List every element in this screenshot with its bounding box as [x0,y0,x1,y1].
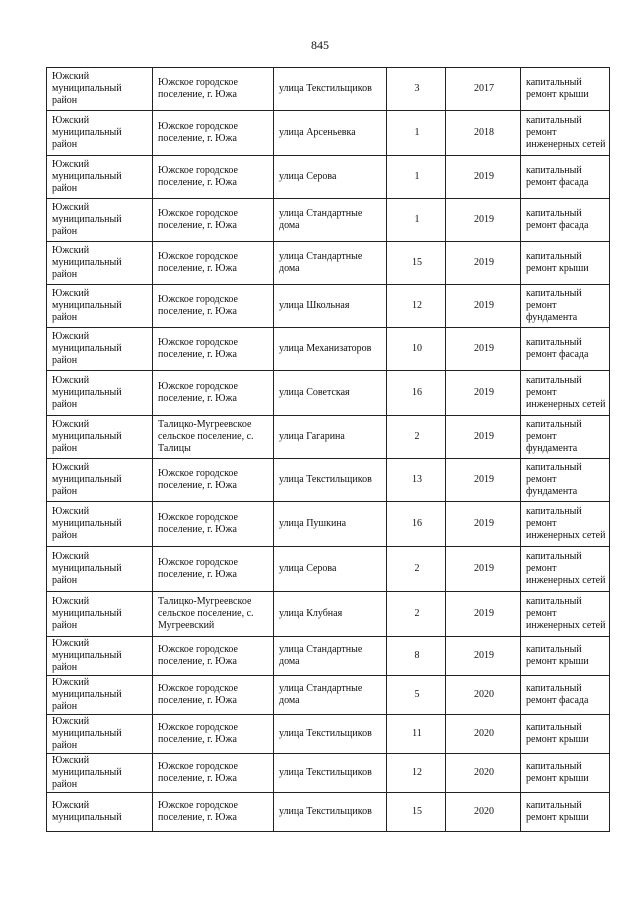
table-row [47,111,610,156]
work-type-cell: капитальный ремонт крыши [521,637,610,676]
house-number-cell: 11 [387,715,446,754]
district-cell: Южский муниципальный район [47,371,153,416]
year-cell: 2019 [446,592,521,637]
table-row [47,371,610,416]
settlement-cell: Южское городское поселение, г. Южа [153,111,274,156]
district-cell: Южский муниципальный район [47,242,153,285]
street-cell: улица Стандартные дома [274,242,387,285]
work-type-cell: капитальный ремонт крыши [521,68,610,111]
year-cell: 2018 [446,111,521,156]
district-cell: Южский муниципальный район [47,547,153,592]
year-cell: 2019 [446,242,521,285]
year-cell: 2019 [446,637,521,676]
table-row [47,793,610,832]
settlement-cell: Южское городское поселение, г. Южа [153,793,274,832]
house-number-cell: 5 [387,676,446,715]
district-cell: Южский муниципальный район [47,199,153,242]
house-number-cell: 15 [387,793,446,832]
page-number: 845 [311,38,329,52]
table-row [47,199,610,242]
district-cell: Южский муниципальный район [47,715,153,754]
district-cell: Южский муниципальный район [47,111,153,156]
settlement-cell: Южское городское поселение, г. Южа [153,754,274,793]
work-type-cell: капитальный ремонт фасада [521,676,610,715]
settlement-cell: Южское городское поселение, г. Южа [153,285,274,328]
work-type-cell: капитальный ремонт фасада [521,156,610,199]
settlement-cell: Талицко-Мугреевское сельское поселение, с. Мугреевский [153,592,274,637]
table-row [47,592,610,637]
house-number-cell: 15 [387,242,446,285]
settlement-cell: Талицко-Мугреевское сельское поселение, с. Талицы [153,416,274,459]
house-number-cell: 1 [387,156,446,199]
table-row [47,416,610,459]
settlement-cell: Южское городское поселение, г. Южа [153,502,274,547]
house-number-cell: 2 [387,416,446,459]
house-number-cell: 16 [387,502,446,547]
district-cell: Южский муниципальный район [47,754,153,793]
work-type-cell: капитальный ремонт крыши [521,754,610,793]
street-cell: улица Советская [274,371,387,416]
settlement-cell: Южское городское поселение, г. Южа [153,199,274,242]
district-cell: Южский муниципальный район [47,285,153,328]
settlement-cell: Южское городское поселение, г. Южа [153,676,274,715]
year-cell: 2020 [446,793,521,832]
year-cell: 2019 [446,547,521,592]
street-cell: улица Школьная [274,285,387,328]
street-cell: улица Текстильщиков [274,754,387,793]
table-row [47,676,610,715]
street-cell: улица Арсеньевка [274,111,387,156]
table-row [47,242,610,285]
house-number-cell: 3 [387,68,446,111]
street-cell: улица Гагарина [274,416,387,459]
district-cell: Южский муниципальный район [47,328,153,371]
house-number-cell: 16 [387,371,446,416]
year-cell: 2019 [446,199,521,242]
street-cell: улица Стандартные дома [274,199,387,242]
year-cell: 2017 [446,68,521,111]
house-number-cell: 10 [387,328,446,371]
work-type-cell: капитальный ремонт фундамента [521,285,610,328]
house-number-cell: 1 [387,199,446,242]
repair-registry-table [46,67,610,832]
settlement-cell: Южское городское поселение, г. Южа [153,328,274,371]
work-type-cell: капитальный ремонт инженерных сетей [521,502,610,547]
street-cell: улица Стандартные дома [274,676,387,715]
house-number-cell: 8 [387,637,446,676]
district-cell: Южский муниципальный [47,793,153,832]
street-cell: улица Текстильщиков [274,459,387,502]
street-cell: улица Серова [274,156,387,199]
settlement-cell: Южское городское поселение, г. Южа [153,156,274,199]
table-row [47,285,610,328]
house-number-cell: 12 [387,754,446,793]
district-cell: Южский муниципальный район [47,502,153,547]
district-cell: Южский муниципальный район [47,68,153,111]
work-type-cell: капитальный ремонт фундамента [521,416,610,459]
street-cell: улица Стандартные дома [274,637,387,676]
settlement-cell: Южское городское поселение, г. Южа [153,547,274,592]
work-type-cell: капитальный ремонт крыши [521,242,610,285]
table-row [47,328,610,371]
work-type-cell: капитальный ремонт крыши [521,793,610,832]
year-cell: 2020 [446,715,521,754]
work-type-cell: капитальный ремонт инженерных сетей [521,371,610,416]
house-number-cell: 13 [387,459,446,502]
year-cell: 2019 [446,156,521,199]
work-type-cell: капитальный ремонт фасада [521,328,610,371]
settlement-cell: Южское городское поселение, г. Южа [153,242,274,285]
street-cell: улица Текстильщиков [274,793,387,832]
table-row [47,502,610,547]
year-cell: 2020 [446,754,521,793]
district-cell: Южский муниципальный район [47,676,153,715]
year-cell: 2019 [446,285,521,328]
district-cell: Южский муниципальный район [47,637,153,676]
street-cell: улица Серова [274,547,387,592]
table-row [47,637,610,676]
house-number-cell: 2 [387,592,446,637]
settlement-cell: Южское городское поселение, г. Южа [153,371,274,416]
work-type-cell: капитальный ремонт инженерных сетей [521,111,610,156]
work-type-cell: капитальный ремонт инженерных сетей [521,547,610,592]
work-type-cell: капитальный ремонт крыши [521,715,610,754]
table-row [47,715,610,754]
house-number-cell: 2 [387,547,446,592]
district-cell: Южский муниципальный район [47,156,153,199]
year-cell: 2019 [446,371,521,416]
work-type-cell: капитальный ремонт фасада [521,199,610,242]
table-row [47,68,610,111]
house-number-cell: 1 [387,111,446,156]
table-row [47,547,610,592]
year-cell: 2019 [446,459,521,502]
settlement-cell: Южское городское поселение, г. Южа [153,459,274,502]
table-row [47,156,610,199]
street-cell: улица Текстильщиков [274,68,387,111]
work-type-cell: капитальный ремонт инженерных сетей [521,592,610,637]
street-cell: улица Текстильщиков [274,715,387,754]
street-cell: улица Клубная [274,592,387,637]
street-cell: улица Пушкина [274,502,387,547]
house-number-cell: 12 [387,285,446,328]
year-cell: 2020 [446,676,521,715]
table-row [47,459,610,502]
district-cell: Южский муниципальный район [47,592,153,637]
work-type-cell: капитальный ремонт фундамента [521,459,610,502]
district-cell: Южский муниципальный район [47,416,153,459]
table-row [47,754,610,793]
year-cell: 2019 [446,328,521,371]
settlement-cell: Южское городское поселение, г. Южа [153,68,274,111]
district-cell: Южский муниципальный район [47,459,153,502]
settlement-cell: Южское городское поселение, г. Южа [153,715,274,754]
year-cell: 2019 [446,416,521,459]
year-cell: 2019 [446,502,521,547]
settlement-cell: Южское городское поселение, г. Южа [153,637,274,676]
street-cell: улица Механизаторов [274,328,387,371]
